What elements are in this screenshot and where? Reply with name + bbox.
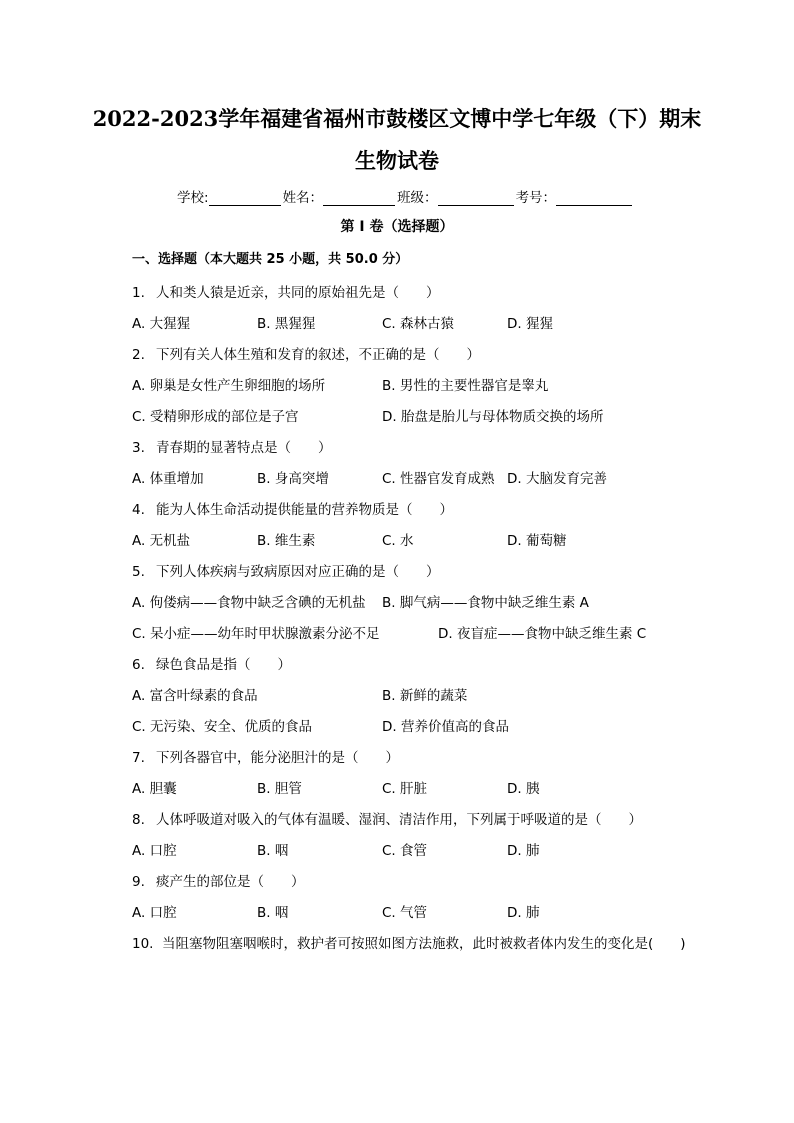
question-9 xyxy=(132,870,305,890)
option-c: C. 无污染、安全、优质的食品 xyxy=(132,719,313,735)
volume-heading: 第 I 卷（选择题） xyxy=(340,219,454,235)
option-b: B. 咽 xyxy=(257,905,289,921)
option-b: B. 胆管 xyxy=(257,781,302,797)
school-blank xyxy=(209,191,281,206)
question-text: 下列各器官中，能分泌胆汁的是（ ） xyxy=(156,750,399,766)
option-b: B. 身高突增 xyxy=(257,471,329,487)
question-number: 8. xyxy=(132,812,145,828)
question-text: 能为人体生命活动提供能量的营养物质是（ ） xyxy=(156,502,453,518)
question-text: 当阻塞物阻塞咽喉时，救护者可按照如图方法施救，此时被救者体内发生的变化是( ) xyxy=(162,936,686,952)
option-d: D. 肺 xyxy=(507,905,540,921)
option-b: B. 维生素 xyxy=(257,533,316,549)
option-a: A. 大猩猩 xyxy=(132,316,191,332)
question-number: 1. xyxy=(132,285,145,301)
question-number: 9. xyxy=(132,874,145,890)
option-a: A. 体重增加 xyxy=(132,471,204,487)
option-c: C. 性器官发育成熟 xyxy=(382,471,495,487)
option-b: B. 脚气病——食物中缺乏维生素 A xyxy=(382,595,589,611)
option-a: A. 富含叶绿素的食品 xyxy=(132,688,258,704)
option-c: C. 肝脏 xyxy=(382,781,428,797)
option-d: D. 葡萄糖 xyxy=(507,533,567,549)
option-b: B. 男性的主要性器官是睾丸 xyxy=(382,378,549,394)
question-text: 绿色食品是指（ ） xyxy=(156,657,291,673)
student-info-row xyxy=(177,186,634,206)
option-d: D. 胎盘是胎儿与母体物质交换的场所 xyxy=(382,409,604,425)
option-d: D. 大脑发育完善 xyxy=(507,471,607,487)
question-4 xyxy=(132,498,453,518)
question-number: 2. xyxy=(132,347,145,363)
question-2 xyxy=(132,343,480,363)
option-d: D. 营养价值高的食品 xyxy=(382,719,509,735)
class-blank xyxy=(438,191,514,206)
question-6 xyxy=(132,653,291,673)
option-a: A. 胆囊 xyxy=(132,781,177,797)
question-10 xyxy=(132,932,686,952)
question-text: 人体呼吸道对吸入的气体有温暖、湿润、清洁作用，下列属于呼吸道的是（ ） xyxy=(156,812,642,828)
question-3 xyxy=(132,436,332,456)
option-d: D. 夜盲症——食物中缺乏维生素 C xyxy=(438,626,647,642)
section-heading: 一、选择题（本大题共 25 小题，共 50.0 分） xyxy=(132,252,409,267)
option-b: B. 咽 xyxy=(257,843,289,859)
exam-no-label: 考号： xyxy=(515,190,557,206)
question-5 xyxy=(132,560,440,580)
question-text: 青春期的显著特点是（ ） xyxy=(156,440,332,456)
question-number: 10. xyxy=(132,936,154,952)
question-text: 下列人体疾病与致病原因对应正确的是（ ） xyxy=(156,564,440,580)
option-a: A. 无机盐 xyxy=(132,533,191,549)
school-label: 学校: xyxy=(177,190,209,206)
option-a: A. 卵巢是女性产生卵细胞的场所 xyxy=(132,378,326,394)
question-number: 3. xyxy=(132,440,145,456)
class-label: 班级： xyxy=(397,190,438,206)
question-number: 5. xyxy=(132,564,145,580)
option-d: D. 猩猩 xyxy=(507,316,553,332)
option-a: A. 佝偻病——食物中缺乏含碘的无机盐 xyxy=(132,595,366,611)
question-8 xyxy=(132,808,642,828)
question-text: 痰产生的部位是（ ） xyxy=(156,874,305,890)
option-c: C. 气管 xyxy=(382,905,428,921)
question-text: 人和类人猿是近亲，共同的原始祖先是（ ） xyxy=(156,285,440,301)
option-d: D. 胰 xyxy=(507,781,540,797)
option-c: C. 食管 xyxy=(382,843,428,859)
exam-title-line1: 2022-2023学年福建省福州市鼓楼区文博中学七年级（下）期末 xyxy=(92,106,702,131)
exam-no-blank xyxy=(556,191,632,206)
exam-title-line2: 生物试卷 xyxy=(355,148,439,173)
option-c: C. 森林古猿 xyxy=(382,316,455,332)
option-a: A. 口腔 xyxy=(132,843,177,859)
question-number: 4. xyxy=(132,502,145,518)
option-b: B. 黑猩猩 xyxy=(257,316,316,332)
question-1 xyxy=(132,281,440,301)
option-a: A. 口腔 xyxy=(132,905,177,921)
name-label: 姓名： xyxy=(282,190,324,206)
question-number: 7. xyxy=(132,750,145,766)
question-7 xyxy=(132,746,399,766)
question-number: 6. xyxy=(132,657,145,673)
question-text: 下列有关人体生殖和发育的叙述，不正确的是（ ） xyxy=(156,347,480,363)
option-d: D. 肺 xyxy=(507,843,540,859)
name-blank xyxy=(323,191,395,206)
option-c: C. 水 xyxy=(382,533,414,549)
option-c: C. 呆小症——幼年时甲状腺激素分泌不足 xyxy=(132,626,380,642)
option-b: B. 新鲜的蔬菜 xyxy=(382,688,468,704)
option-c: C. 受精卵形成的部位是子宫 xyxy=(132,409,299,425)
